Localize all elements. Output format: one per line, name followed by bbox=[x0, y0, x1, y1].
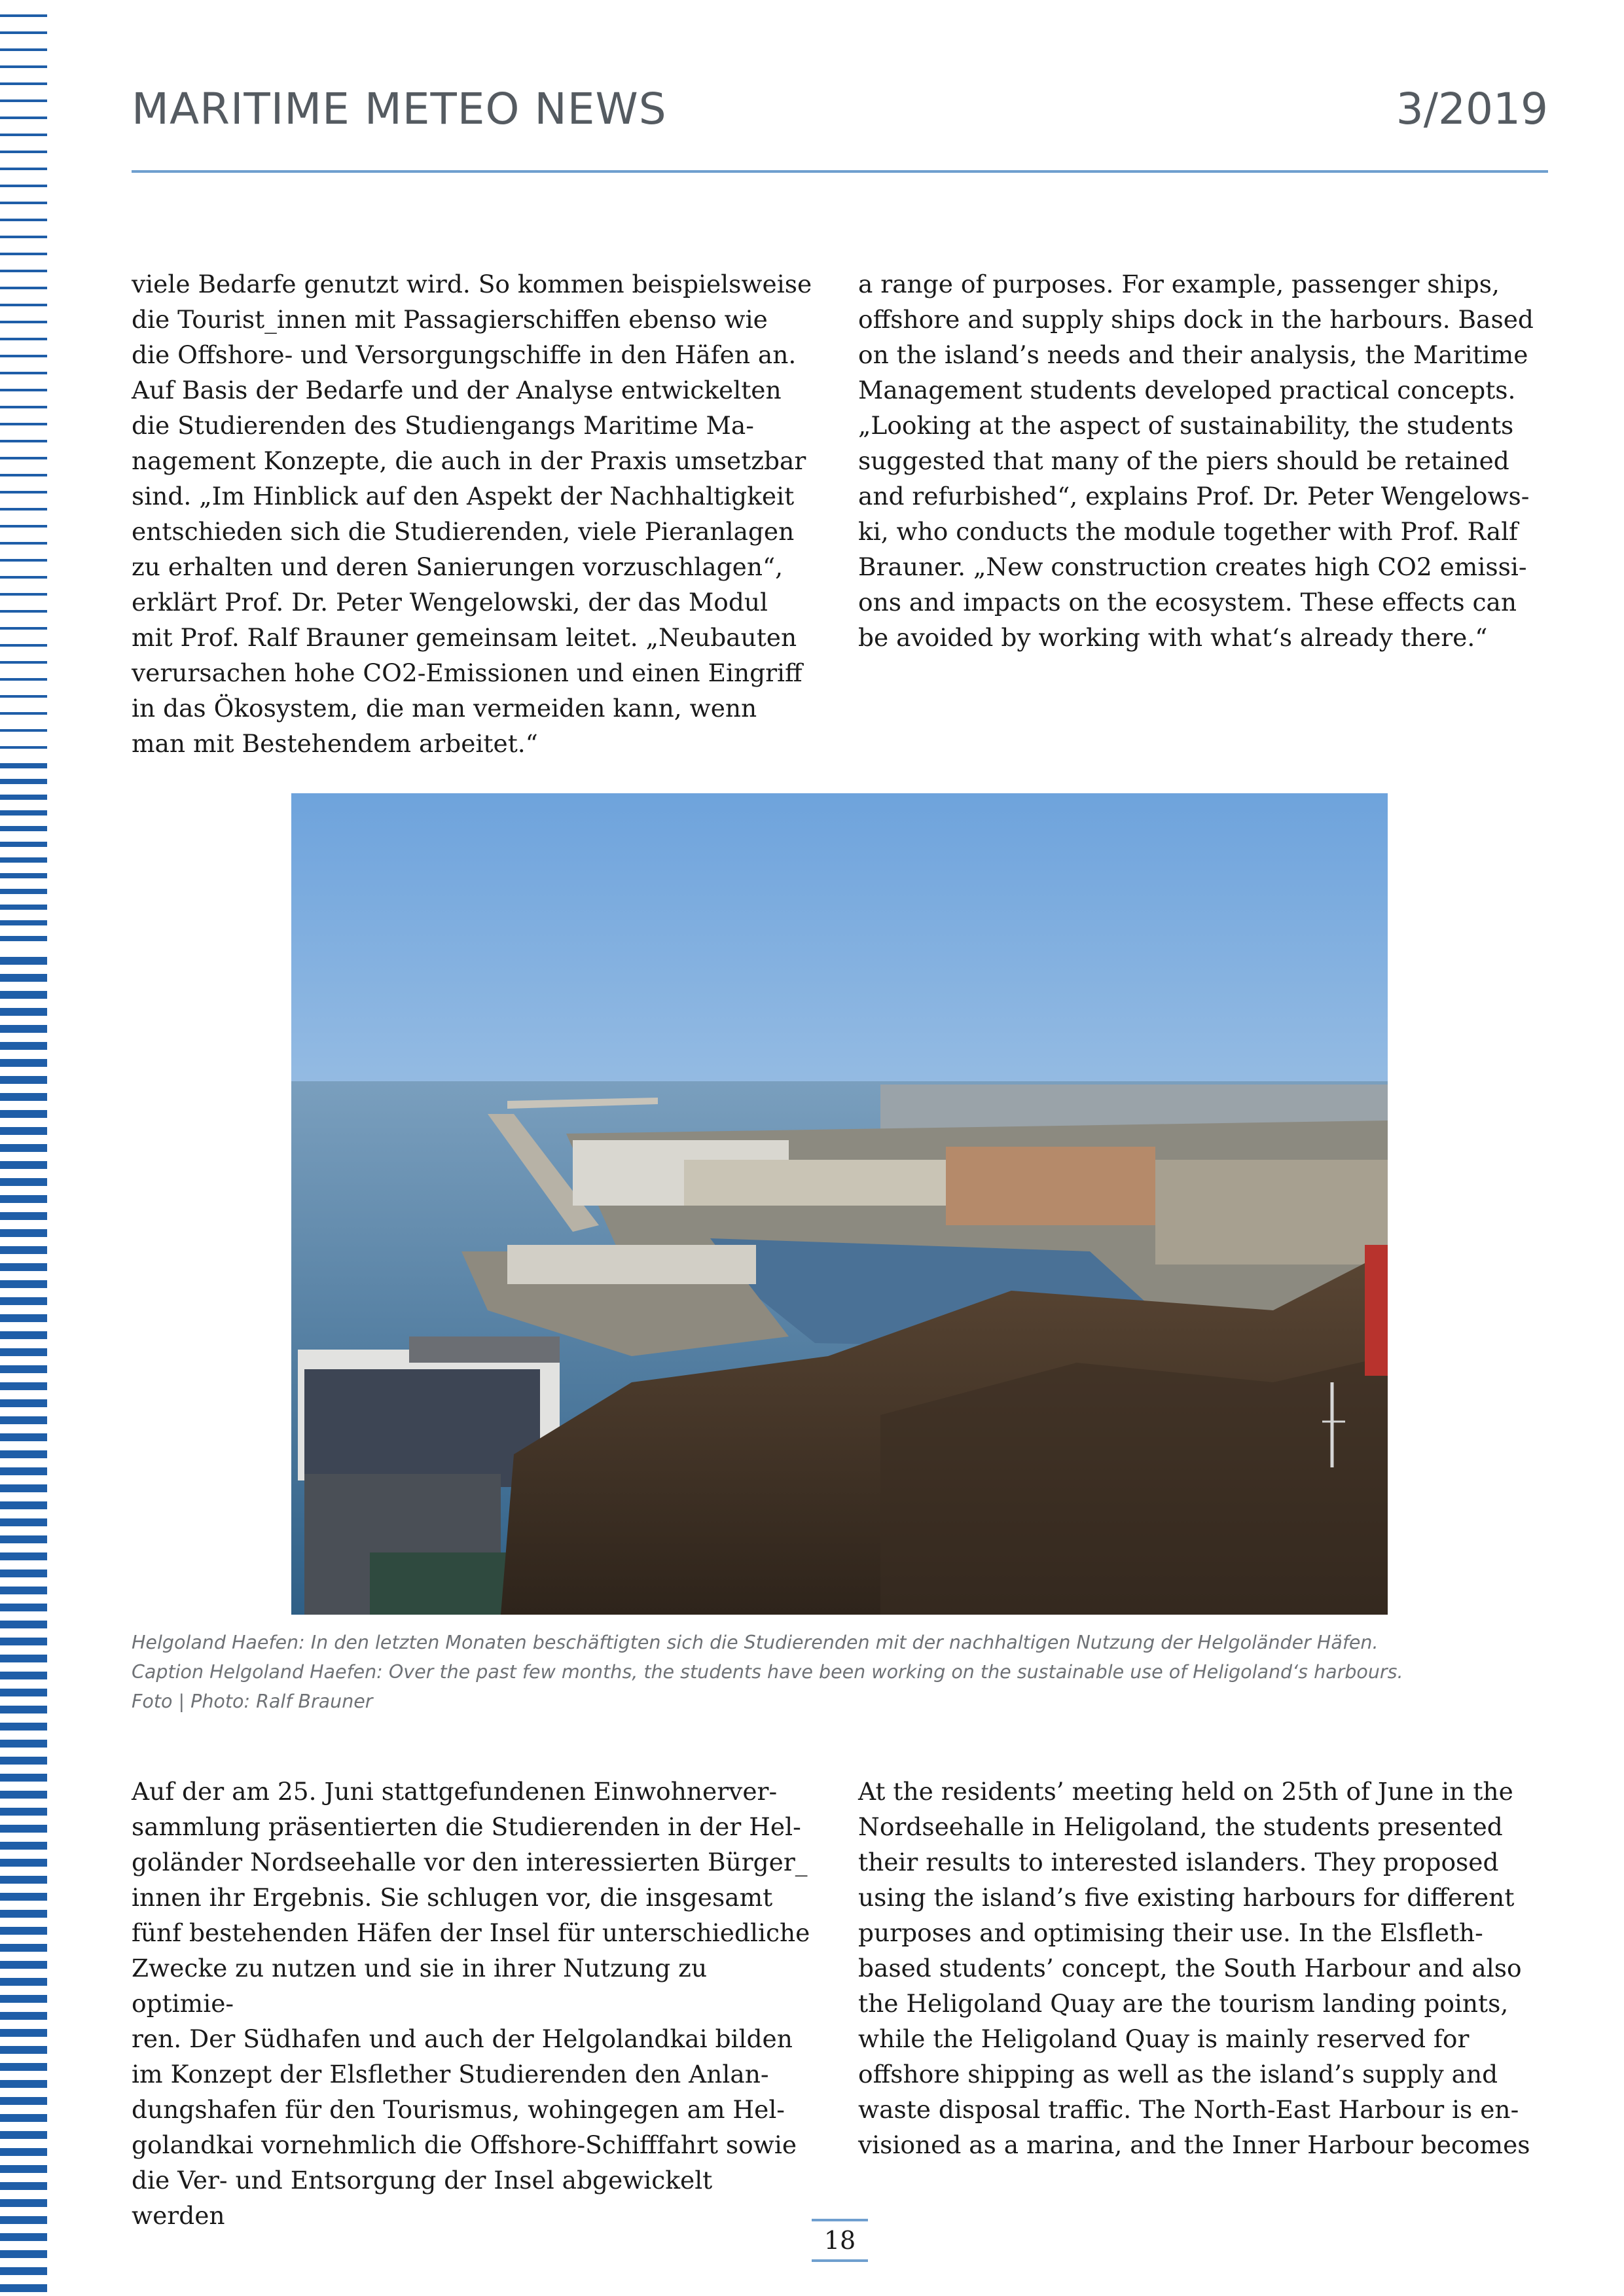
photo-credit: Foto | Photo: Ralf Brauner bbox=[132, 1691, 373, 1712]
bottom-english-column bbox=[858, 1774, 1539, 2162]
caption-german: Helgoland Haefen: In den letzten Monaten beschäftigten sich die Studierenden mit der nachhaltigen Nutzung der Helgoländer Häfen. bbox=[132, 1632, 1379, 1653]
issue-number: 3/2019 bbox=[1396, 84, 1548, 134]
top-german-text: viele Bedarfe genutzt wird. So kommen beispielsweise die Tourist_innen mit Passagierschiffen ebenso wie die Offshore- und Versorgungschiffe in den Häfen an. Auf Basis der Bedarfe und der Analyse entwickelten die Studierenden des Studiengangs Maritime Ma- nagement Konzepte, die auch in der Praxis umsetzbar sind. „Im Hinblick auf den Aspekt der Nachhaltigkeit entschieden sich die Studierenden, viele Pieranlagen zu erhalten und deren Sanierungen vorzuschlagen“, erklärt Prof. Dr. Peter Wengelowski, der das Modul mit Prof. Ralf Brauner gemeinsam leitet. „Neubauten verursachen hohe CO2-Emissionen und einen Eingriff in das Ökosystem, die man vermeiden kann, wenn man mit Bestehendem arbeitet.“ bbox=[132, 270, 812, 758]
top-english-column bbox=[858, 266, 1539, 655]
page-header bbox=[132, 79, 1548, 173]
photo-caption bbox=[132, 1628, 1506, 1716]
harbour-photo bbox=[291, 793, 1388, 1615]
bottom-english-text: At the residents’ meeting held on 25th of June in the Nordseehalle in Heligoland, the students presented their results to interested islanders. They proposed using the island’s five existing harbours for different purposes and optimising their use. In the Elsfleth- based students’ concept, the South Harbour and also the Heligoland Quay are the tourism landing points, while the Heligoland Quay is mainly reserved for offshore shipping as well as the island’s supply and waste disposal traffic. The North-East Harbour is en- visioned as a marina, and the Inner Harbour becomes bbox=[858, 1777, 1530, 2159]
caption-english: Caption Helgoland Haefen: Over the past few months, the students have been working on the sustainable use of Heligoland‘s harbours. bbox=[132, 1661, 1403, 1683]
publication-title: MARITIME METEO NEWS bbox=[132, 84, 667, 134]
top-english-text: a range of purposes. For example, passenger ships, offshore and supply ships dock in the harbours. Based on the island’s needs and their analysis, the Maritime Management students developed practical concepts. „Looking at the aspect of sustainability, the students suggested that many of the piers should be retained and refurbished“, explains Prof. Dr. Peter Wengelows- ki, who conducts the module together with Prof. Ralf Brauner. „New construction creates high CO2 emissi- ons and impacts on the ecosystem. These effects can be avoided by working with what‘s already there.“ bbox=[858, 270, 1534, 652]
bottom-german-text: Auf der am 25. Juni stattgefundenen Einwohnerver- sammlung präsentierten die Studierenden in der Hel- goländer Nordseehalle vor den interessierten Bürger_ innen ihr Ergebnis. Sie schlugen vor, die insgesamt fünf bestehenden Häfen der Insel für unterschiedliche Zwecke zu nutzen und sie in ihrer Nutzung zu optimie- ren. Der Südhafen und auch der Helgolandkai bilden im Konzept der Elsflether Studierenden den Anlan- dungshafen für den Tourismus, wohingegen am Hel- golandkai vornehmlich die Offshore-Schifffahrt sowie die Ver- und Entsorgung der Insel abgewickelt werden bbox=[132, 1777, 810, 2230]
decorative-stripe-bar bbox=[0, 0, 47, 2296]
page-number: 18 bbox=[812, 2219, 868, 2262]
top-german-column bbox=[132, 266, 812, 761]
bottom-german-column bbox=[132, 1774, 812, 2233]
